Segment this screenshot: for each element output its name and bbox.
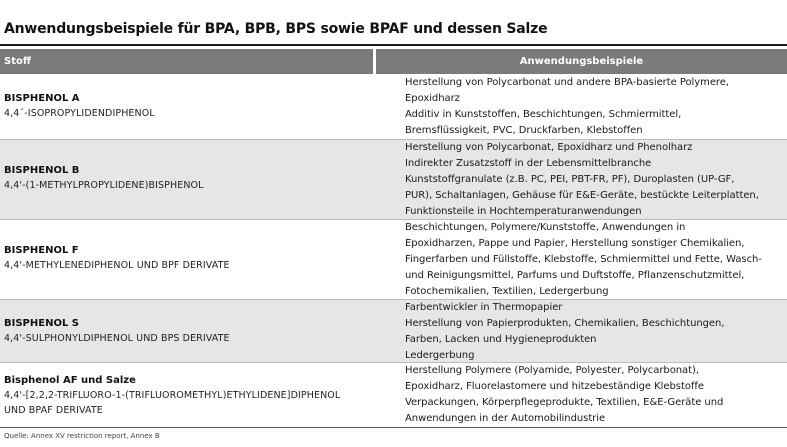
substance-cell xyxy=(4,316,370,346)
header-anwendungsbeispiele: Anwendungsbeispiele xyxy=(376,49,787,74)
application-line: Beschichtungen, Polymere/Kunststoffe, Anwendungen in xyxy=(405,222,686,233)
substance-chemical-name: 4,4'-(1-METHYLPROPYLIDENE)BISPHENOL xyxy=(4,180,204,191)
substance-name: BISPHENOL F xyxy=(4,245,79,256)
application-line: Bremsflüssigkeit, PVC, Druckfarben, Klebstoffen xyxy=(405,125,643,136)
application-line: Herstellung von Polycarbonat und andere BPA-basierte Polymere, xyxy=(405,77,729,88)
application-line: Herstellung von Papierprodukten, Chemikalien, Beschichtungen, xyxy=(405,318,725,329)
application-line: Indirekter Zusatzstoff in der Lebensmittelbranche xyxy=(405,158,652,169)
substance-cell xyxy=(4,373,370,418)
application-line: PUR), Schaltanlagen, Gehäuse für E&E-Geräte, bestückte Leiterplatten, xyxy=(405,190,759,201)
substance-cell xyxy=(4,243,370,273)
substance-cell xyxy=(4,163,370,193)
substance-name: BISPHENOL A xyxy=(4,93,80,104)
table-bottom-rule xyxy=(0,427,787,428)
substance-cell xyxy=(4,91,370,121)
applications-cell xyxy=(405,363,785,427)
substance-chemical-name: 4,4'-[2,2,2-TRIFLUORO-1-(TRIFLUOROMETHYL)ETHYLIDENE]DIPHENOL xyxy=(4,390,341,401)
substance-name: BISPHENOL S xyxy=(4,318,79,329)
application-line: Epoxidharz, Fluorelastomere und hitzebeständige Klebstoffe xyxy=(405,381,704,392)
applications-cell xyxy=(405,140,785,220)
application-line: Funktionsteile in Hochtemperaturanwendungen xyxy=(405,206,642,217)
application-line: Farben, Lacken und Hygieneprodukten xyxy=(405,334,597,345)
substance-chemical-name: 4,4´-ISOPROPYLIDENDIPHENOL xyxy=(4,108,155,119)
substance-chemical-name: 4,4'-SULPHONYLDIPHENOL UND BPS DERIVATE xyxy=(4,333,230,344)
application-line: und Reinigungsmittel, Parfums und Duftstoffe, Pflanzenschutzmittel, xyxy=(405,270,745,281)
table-row-bps xyxy=(0,300,787,362)
column-divider xyxy=(374,49,376,74)
table-header xyxy=(0,49,787,74)
application-line: Herstellung von Polycarbonat, Epoxidharz und Phenolharz xyxy=(405,142,693,153)
table-row-bpaf xyxy=(0,363,787,426)
substance-name: Bisphenol AF und Salze xyxy=(4,375,136,386)
application-line: Herstellung Polymere (Polyamide, Polyester, Polycarbonat), xyxy=(405,365,699,376)
applications-cell xyxy=(405,75,785,139)
substance-chemical-name: UND BPAF DERIVATE xyxy=(4,405,103,416)
substance-name: BISPHENOL B xyxy=(4,165,80,176)
application-line: Anwendungen in der Automobilindustrie xyxy=(405,413,606,424)
title-rule xyxy=(0,44,787,46)
application-line: Fingerfarben und Füllstoffe, Klebstoffe, Schmiermittel und Fette, Wasch- xyxy=(405,254,762,265)
table-title: Anwendungsbeispiele für BPA, BPB, BPS sowie BPAF und dessen Salze xyxy=(4,21,548,37)
header-stoff: Stoff xyxy=(0,49,373,74)
applications-cell xyxy=(405,300,785,364)
table-row-bpb xyxy=(0,140,787,219)
application-line: Additiv in Kunststoffen, Beschichtungen, Schmiermittel, xyxy=(405,109,682,120)
source-note: Quelle: Annex XV restriction report, Annex B xyxy=(4,432,160,440)
application-line: Ledergerbung xyxy=(405,350,475,361)
application-line: Kunststoffgranulate (z.B. PC, PEI, PBT-FR, PF), Duroplasten (UP-GF, xyxy=(405,174,735,185)
substance-chemical-name: 4,4'-METHYLENEDIPHENOL UND BPF DERIVATE xyxy=(4,260,230,271)
application-line: Fotochemikalien, Textilien, Ledergerbung xyxy=(405,286,609,297)
applications-cell xyxy=(405,220,785,300)
application-line: Epoxidharz xyxy=(405,93,460,104)
table-row-bpf xyxy=(0,220,787,300)
table-row-bpa xyxy=(0,74,787,140)
application-line: Epoxidharzen, Pappe und Papier, Herstellung sonstiger Chemikalien, xyxy=(405,238,745,249)
application-line: Farbentwickler in Thermopapier xyxy=(405,302,563,313)
application-line: Verpackungen, Körperpflegeprodukte, Textilien, E&E-Geräte und xyxy=(405,397,724,408)
